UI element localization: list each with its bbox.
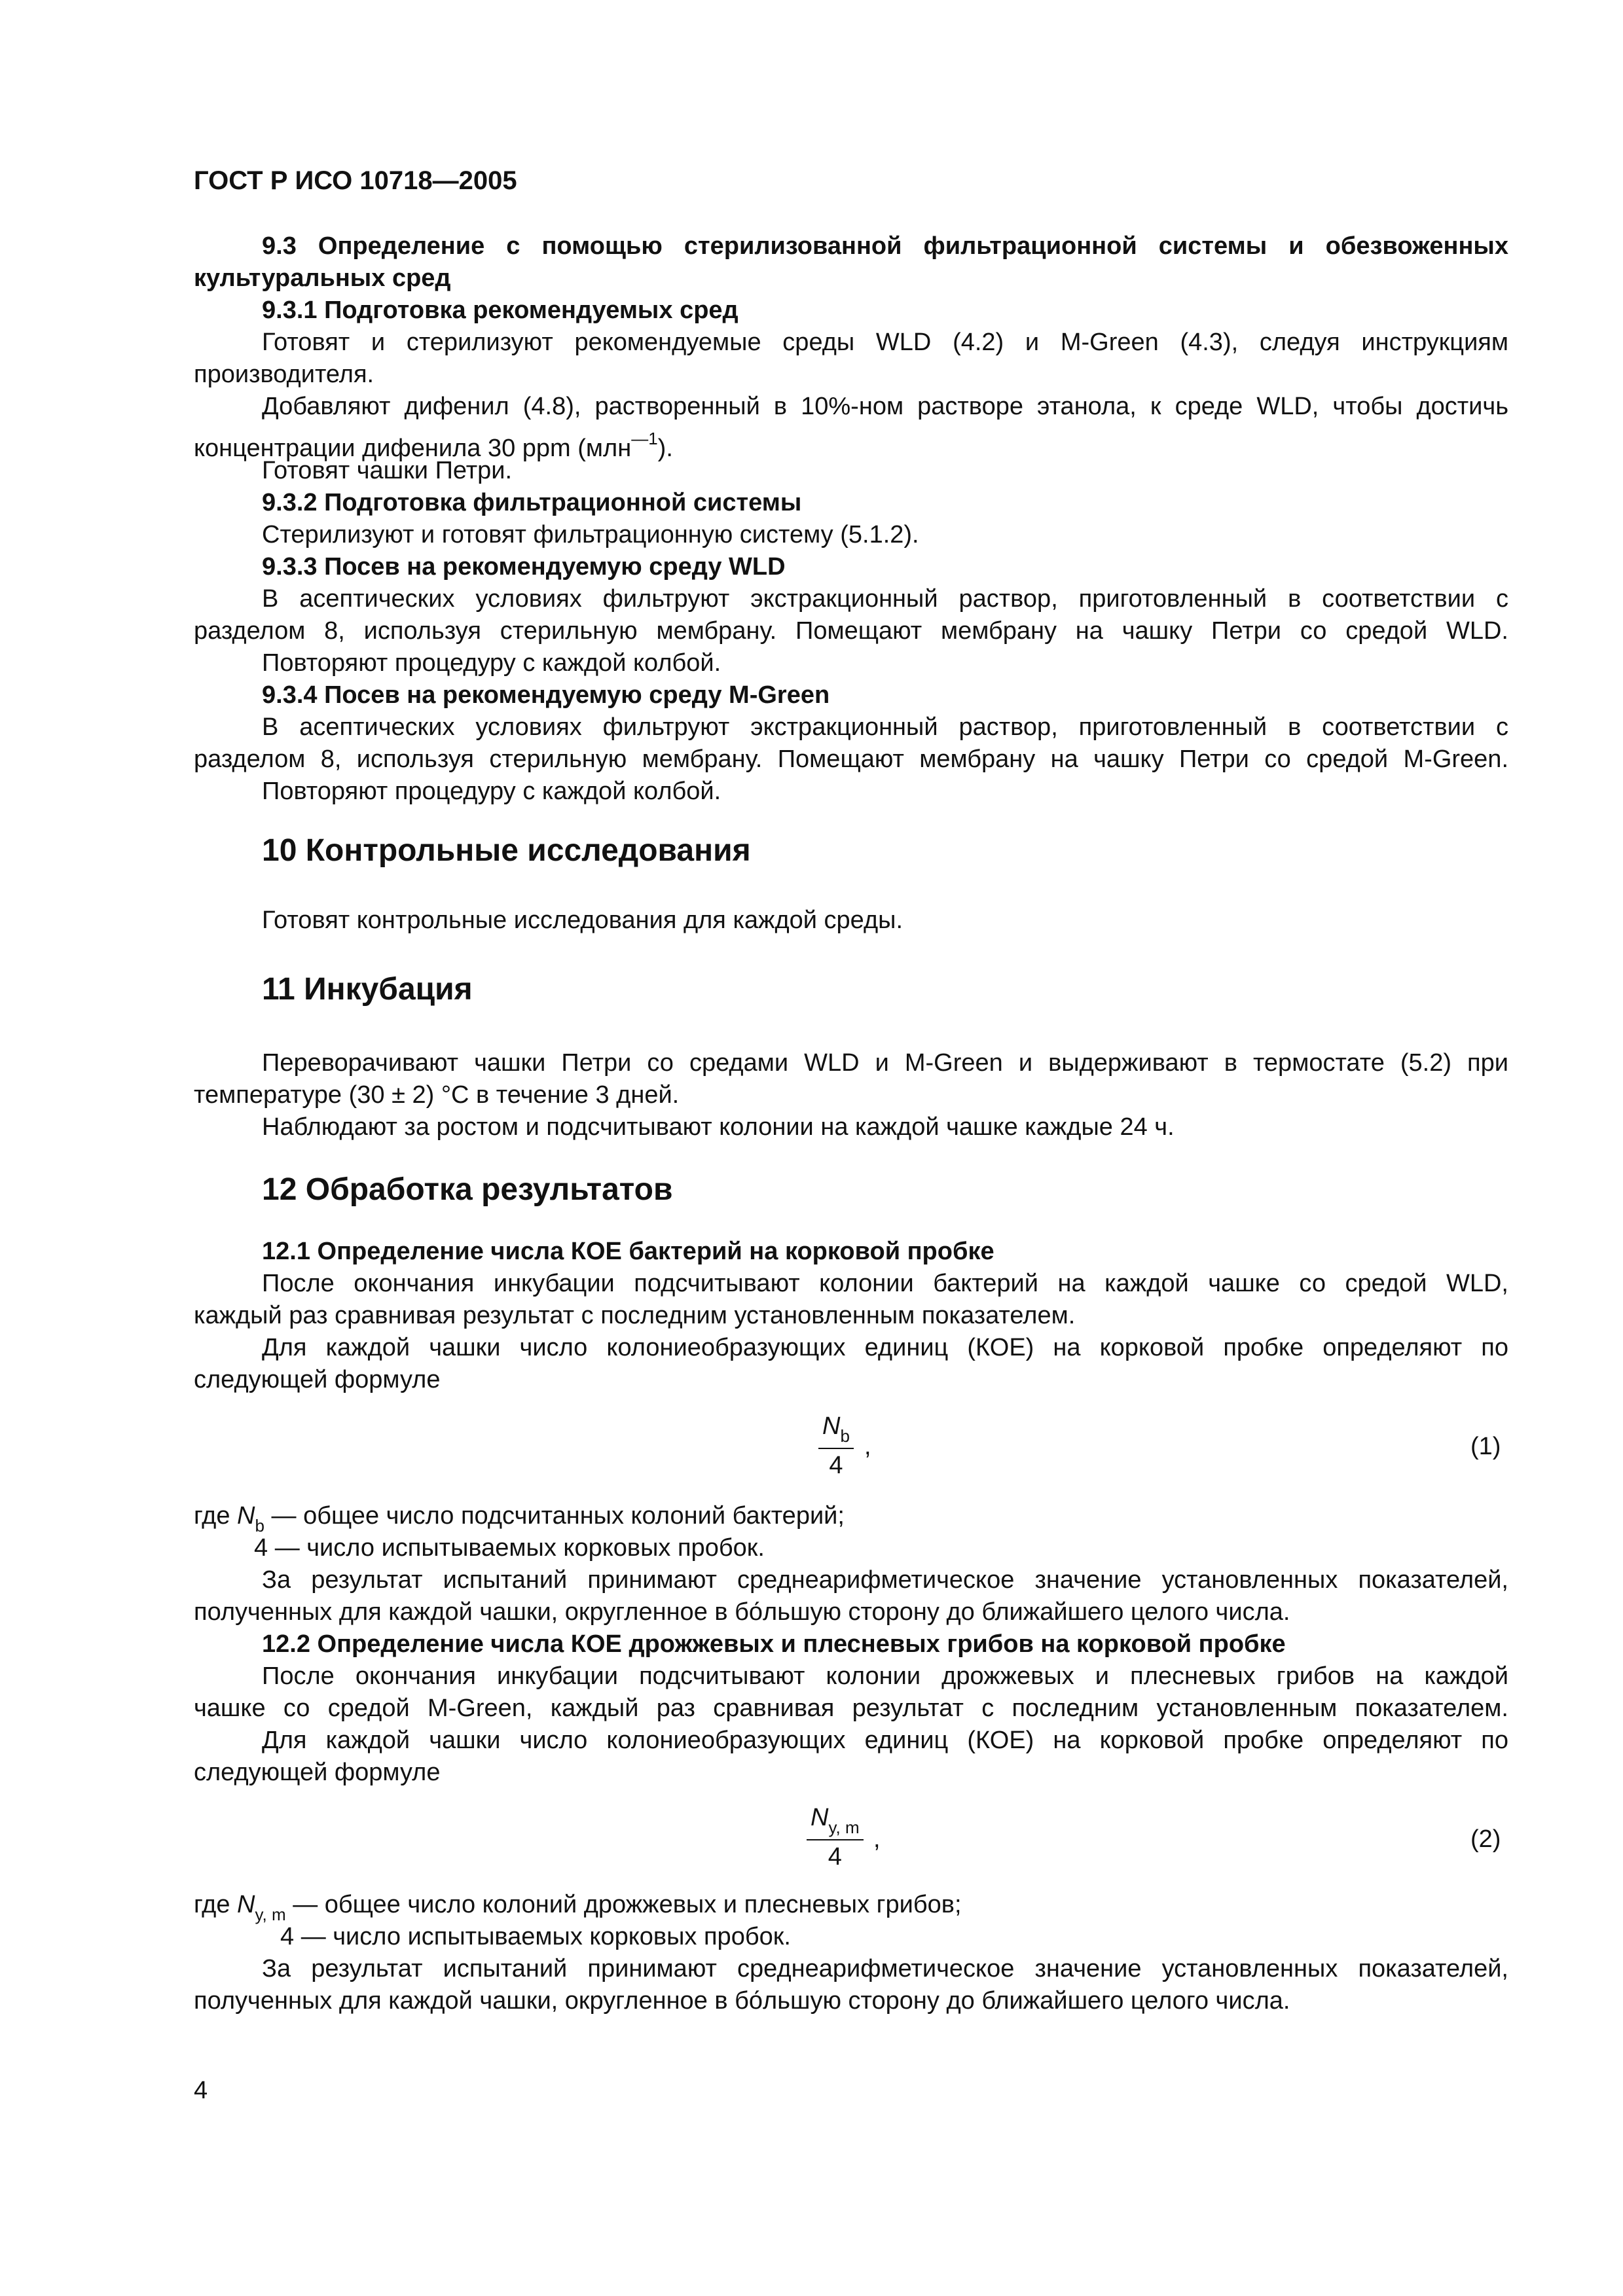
section-12-2-p1-line1: После окончания инкубации подсчитывают колонии дрожжевых и плесневых грибов на каждой	[262, 1662, 1508, 1690]
formula-1-comma: ,	[864, 1433, 871, 1460]
formula-2-comma: ,	[873, 1825, 881, 1853]
section-9-3-4-p1-line2: разделом 8, используя стерильную мембрану. Помещают мембрану на чашку Петри со средой M-Green.	[194, 745, 1508, 773]
section-11-p1-line1: Переворачивают чашки Петри со средами WLD и M-Green и выдерживают в термостате (5.2) при	[262, 1049, 1508, 1077]
section-9-3-3-p1-line2: разделом 8, используя стерильную мембрану. Помещают мембрану на чашку Петри со средой WLD.	[194, 617, 1508, 645]
section-12-2-p3-line1: За результат испытаний принимают среднеарифметическое значение установленных показателей,	[262, 1955, 1508, 1982]
section-9-3-1-p3: Готовят чашки Петри.	[262, 457, 513, 484]
section-9-3-1-p1-line2: производителя.	[194, 361, 374, 388]
section-9-3-4-p1-line1: В асептических условиях фильтруют экстракционный раствор, приготовленный в соответствии с	[262, 713, 1508, 741]
section-12-2-p2-line2: следующей формуле	[194, 1759, 441, 1786]
section-9-3-title-line1: 9.3 Определение с помощью стерилизованной фильтрационной системы и обезвоженных	[262, 232, 1508, 260]
where-4-a: 4 — число испытываемых корковых пробок.	[254, 1534, 765, 1562]
where-nb: где $N_b$ — общее число подсчитанных колоний бактерий;	[194, 1502, 845, 1535]
section-12-2-p3-line2: полученных для каждой чашки, округленное в бо́льшую сторону до ближайшего целого числа.	[194, 1987, 1290, 2015]
section-12-1-title: 12.1 Определение числа КОЕ бактерий на корковой пробке	[262, 1238, 994, 1265]
section-10-title: 10 Контрольные исследования	[262, 833, 751, 868]
section-9-3-4-title: 9.3.4 Посев на рекомендуемую среду M-Green	[262, 681, 830, 709]
section-12-1-p3-line1: За результат испытаний принимают среднеарифметическое значение установленных показателей,	[262, 1566, 1508, 1594]
section-9-3-1-title: 9.3.1 Подготовка рекомендуемых сред	[262, 296, 739, 324]
where-nym: где $N_{y, m}$ — общее число колоний дрожжевых и плесневых грибов;	[194, 1891, 962, 1924]
section-12-title: 12 Обработка результатов	[262, 1172, 673, 1207]
section-12-2-p2-line1: Для каждой чашки число колониеобразующих единиц (КОЕ) на корковой пробке определяют по	[262, 1727, 1508, 1754]
section-9-3-4-p2: Повторяют процедуру с каждой колбой.	[262, 778, 721, 805]
section-11-title: 11 Инкубация	[262, 972, 473, 1007]
page-number: 4	[194, 2077, 208, 2104]
formula-2-number: (2)	[1470, 1825, 1501, 1853]
section-9-3-3-p2: Повторяют процедуру с каждой колбой.	[262, 649, 721, 677]
section-12-1-p1-line1: После окончания инкубации подсчитывают колонии бактерий на каждой чашке со средой WLD,	[262, 1270, 1508, 1297]
section-10-p1: Готовят контрольные исследования для каждой среды.	[262, 906, 903, 934]
section-9-3-3-p1-line1: В асептических условиях фильтруют экстракционный раствор, приготовленный в соответствии с	[262, 585, 1508, 613]
section-9-3-3-title: 9.3.3 Посев на рекомендуемую среду WLD	[262, 553, 786, 581]
section-9-3-title-line2: культуральных сред	[194, 264, 451, 292]
formula-1: $\frac{N_b}{4}$	[818, 1412, 854, 1480]
section-12-1-p2-line1: Для каждой чашки число колониеобразующих единиц (КОЕ) на корковой пробке определяют по	[262, 1334, 1508, 1361]
section-9-3-2-p1: Стерилизуют и готовят фильтрационную систему (5.1.2).	[262, 521, 919, 548]
where-4-b: 4 — число испытываемых корковых пробок.	[280, 1923, 791, 1950]
formula-2: $\frac{N_{y, m}}{4}$	[807, 1804, 864, 1871]
formula-1-number: (1)	[1470, 1433, 1501, 1460]
section-11-p2: Наблюдают за ростом и подсчитывают колонии на каждой чашке каждые 24 ч.	[262, 1113, 1175, 1141]
section-12-1-p1-line2: каждый раз сравнивая результат с последним установленным показателем.	[194, 1302, 1076, 1329]
document-header: ГОСТ Р ИСО 10718—2005	[194, 166, 517, 195]
section-12-1-p2-line2: следующей формуле	[194, 1366, 441, 1393]
section-11-p1-line2: температуре (30 ± 2) °С в течение 3 дней.	[194, 1081, 680, 1109]
section-9-3-2-title: 9.3.2 Подготовка фильтрационной системы	[262, 489, 802, 516]
section-12-2-p1-line2: чашке со средой M-Green, каждый раз сравнивая результат с последним установленным показателем.	[194, 1695, 1508, 1722]
section-9-3-1-p1-line1: Готовят и стерилизуют рекомендуемые среды WLD (4.2) и M-Green (4.3), следуя инструкциям	[262, 329, 1508, 356]
section-9-3-1-p2-line1: Добавляют дифенил (4.8), растворенный в 10%-ном растворе этанола, к среде WLD, чтобы достичь	[262, 393, 1508, 420]
section-12-2-title: 12.2 Определение числа КОЕ дрожжевых и плесневых грибов на корковой пробке	[262, 1630, 1286, 1658]
section-9-3-1-p2-line2: концентрации дифенила 30 ppm (млн$^{—1}$).	[194, 429, 673, 462]
section-12-1-p3-line2: полученных для каждой чашки, округленное в бо́льшую сторону до ближайшего целого числа.	[194, 1598, 1290, 1626]
